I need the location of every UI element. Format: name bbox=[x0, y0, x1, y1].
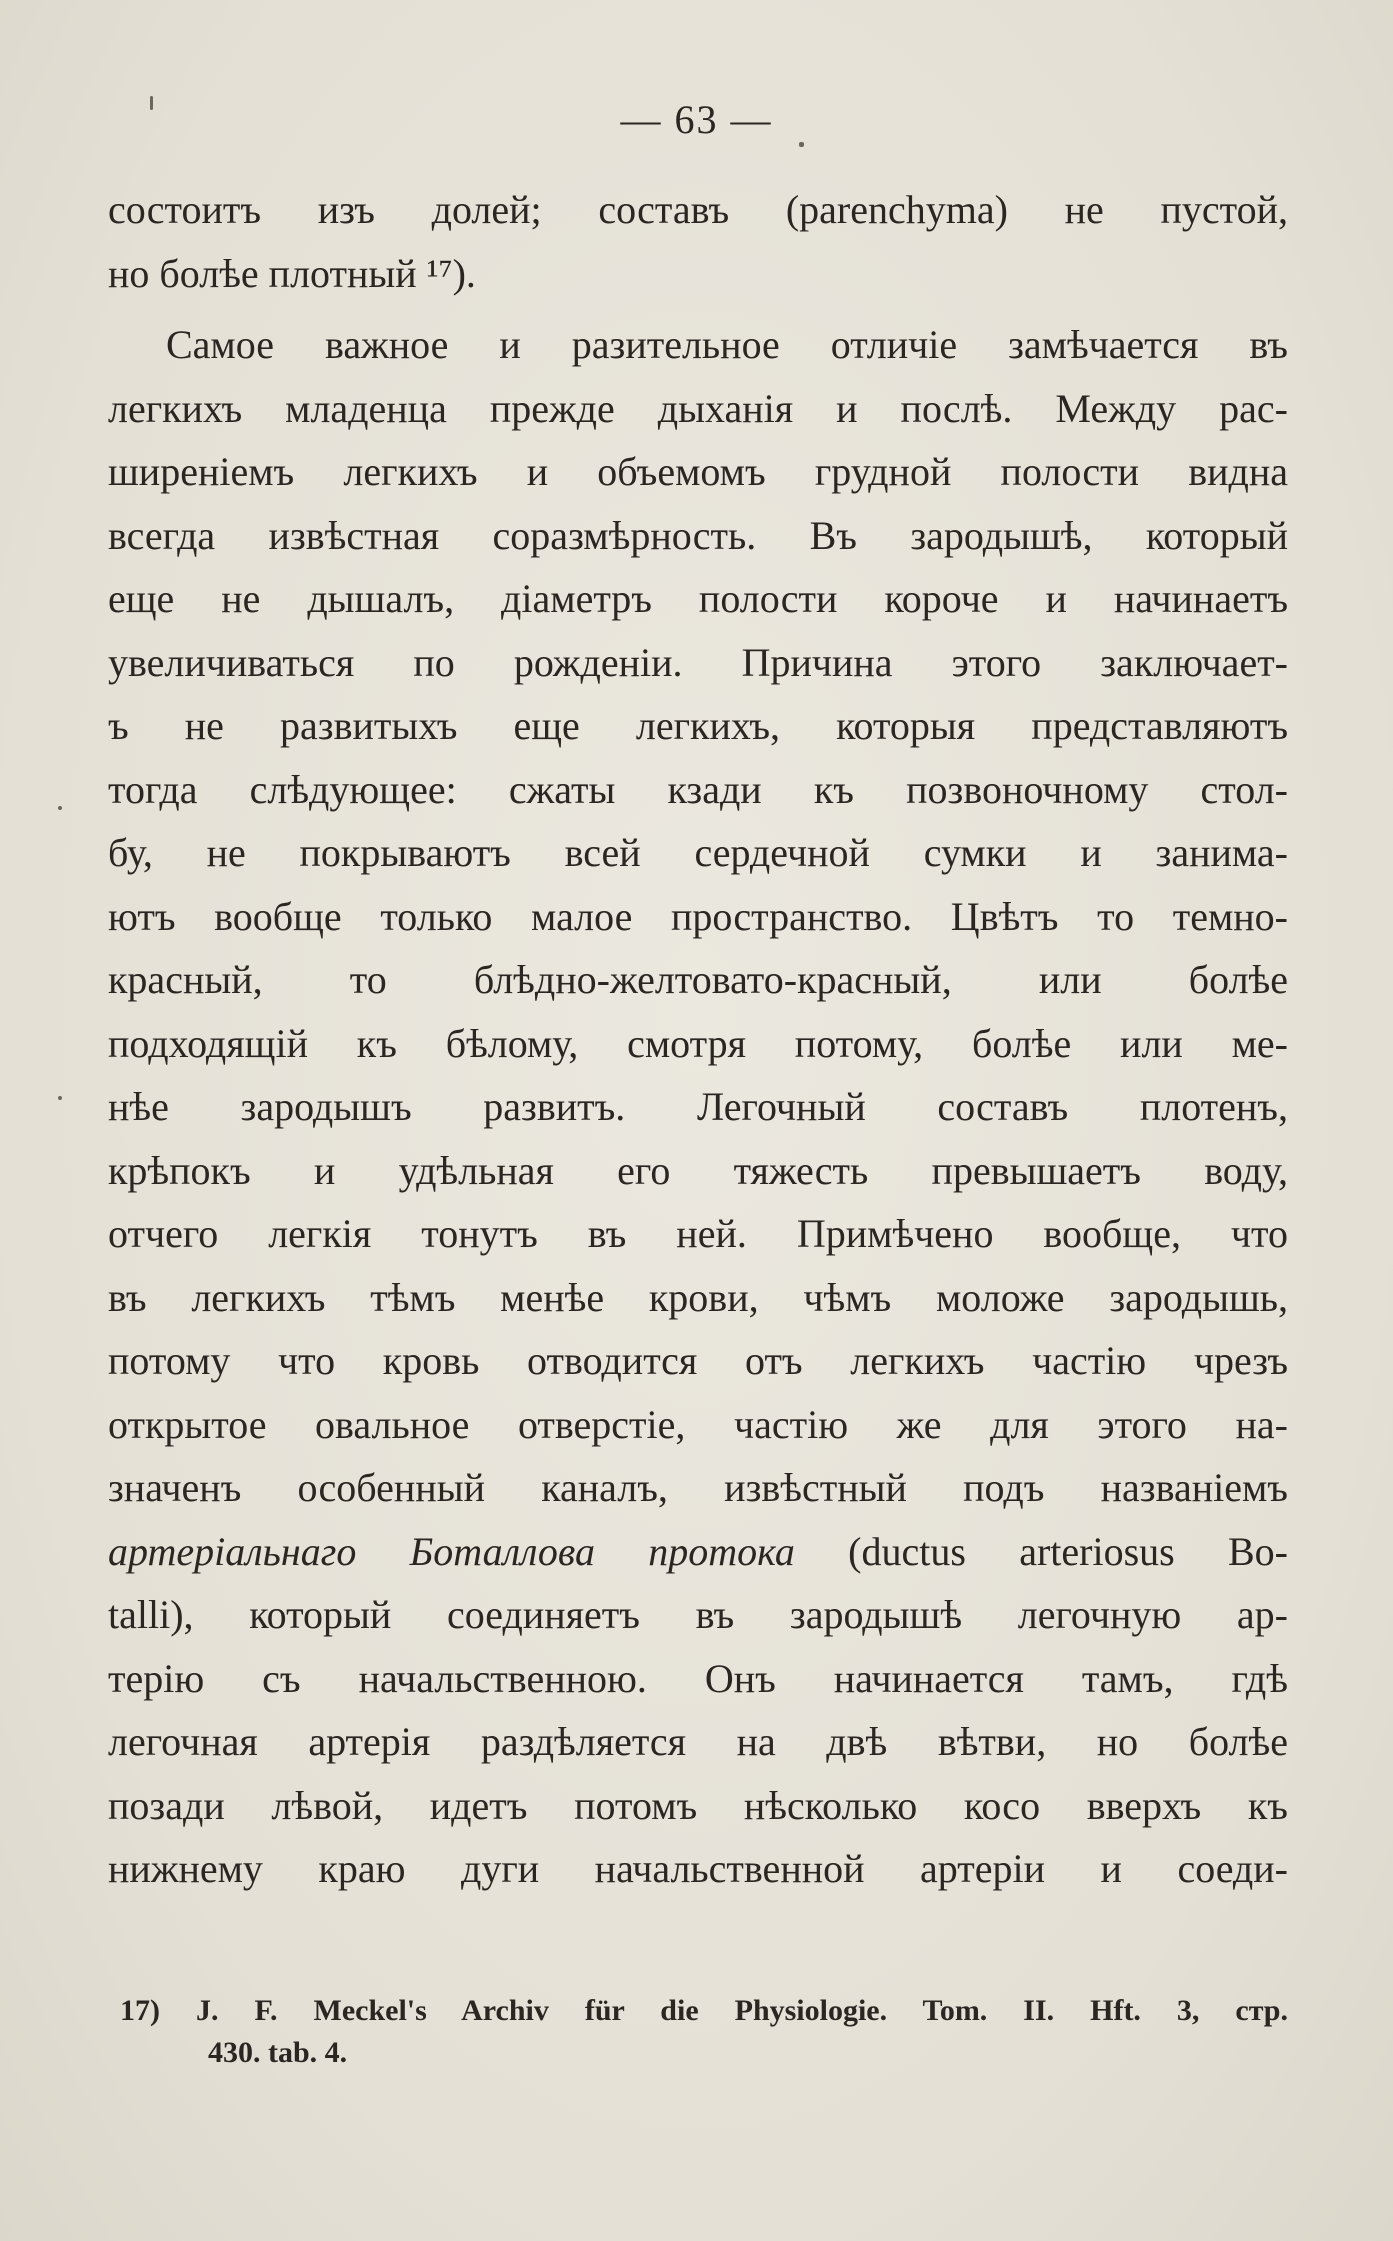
text-line: еще не дышалъ, діаметръ полости короче и начинаетъ bbox=[108, 576, 1288, 621]
ink-speck bbox=[150, 96, 153, 110]
ink-speck bbox=[799, 142, 804, 147]
text-line: открытое овальное отверстіе, частію же для этого на- bbox=[108, 1401, 1288, 1447]
text-line: ютъ вообще только малое пространство. Цвѣтъ то темно- bbox=[108, 893, 1288, 939]
text-line: легкихъ младенца прежде дыханія и послѣ. Между рас- bbox=[108, 385, 1288, 431]
text-line: потому что кровь отводится отъ легкихъ частію чрезъ bbox=[108, 1338, 1288, 1383]
text-line: всегда извѣстная соразмѣрность. Въ зародышѣ, который bbox=[108, 512, 1288, 558]
ink-speck bbox=[58, 806, 62, 810]
footnote-line: 430. tab. 4. bbox=[208, 2036, 348, 2069]
text-line: значенъ особенный каналъ, извѣстный подъ названіемъ bbox=[108, 1465, 1288, 1510]
latin-term: (ductus arteriosus Bo- bbox=[794, 1528, 1288, 1574]
text-line: но болѣе плотный ¹⁷). bbox=[108, 250, 476, 296]
ink-speck bbox=[58, 1096, 62, 1100]
text-line: состоитъ изъ долей; составъ (parencһyma) не пустой, bbox=[108, 187, 1288, 232]
text-line: бу, не покрываютъ всей сердечной сумки и занима- bbox=[108, 830, 1288, 875]
italic-term: артеріальнаго Боталлова протока bbox=[108, 1528, 795, 1574]
page-number: — 63 — bbox=[620, 97, 773, 142]
text-line: крѣпокъ и удѣльная его тяжесть превышаетъ воду, bbox=[108, 1147, 1288, 1193]
footnote bbox=[120, 1990, 1288, 2074]
text-line: красный, то блѣдно-желтовато-красный, или болѣе bbox=[108, 957, 1288, 1002]
footnote-line: 17) J. F. Meckel's Archiv für die Physiologie. Tom. II. Hft. 3, стр. bbox=[120, 1994, 1288, 2027]
text-line: увеличиваться по рожденіи. Причина этого заключает- bbox=[108, 639, 1288, 685]
text-line: нѣе зародышъ развитъ. Легочный составъ плотенъ, bbox=[108, 1084, 1288, 1129]
text-line: talli), который соединяетъ въ зародышѣ легочную ар- bbox=[108, 1592, 1288, 1637]
text-line: легочная артерія раздѣляется на двѣ вѣтви, но болѣе bbox=[108, 1719, 1288, 1764]
text-line: въ легкихъ тѣмъ менѣе крови, чѣмъ моложе зародышь, bbox=[108, 1274, 1288, 1320]
text-line: нижнему краю дуги начальственной артеріи и соеди- bbox=[108, 1846, 1288, 1891]
text-line: ширеніемъ легкихъ и объемомъ грудной полости видна bbox=[108, 449, 1288, 494]
body-text bbox=[108, 178, 1288, 1901]
text-line: терію съ начальственною. Онъ начинается тамъ, гдѣ bbox=[108, 1655, 1288, 1701]
text-line: отчего легкія тонутъ въ ней. Примѣчено вообще, что bbox=[108, 1211, 1288, 1256]
text-line: тогда слѣдующее: сжаты кзади къ позвоночному стол- bbox=[108, 766, 1288, 812]
text-line-mixed bbox=[108, 1520, 1288, 1584]
text-line: Самое важное и разительное отличіе замѣчается въ bbox=[166, 322, 1288, 367]
text-line: позади лѣвой, идетъ потомъ нѣсколько косо вверхъ къ bbox=[108, 1782, 1288, 1828]
text-line: ъ не развитыхъ еще легкихъ, которыя представляютъ bbox=[108, 703, 1288, 748]
text-line: подходящій къ бѣлому, смотря потому, болѣе или ме- bbox=[108, 1020, 1288, 1066]
